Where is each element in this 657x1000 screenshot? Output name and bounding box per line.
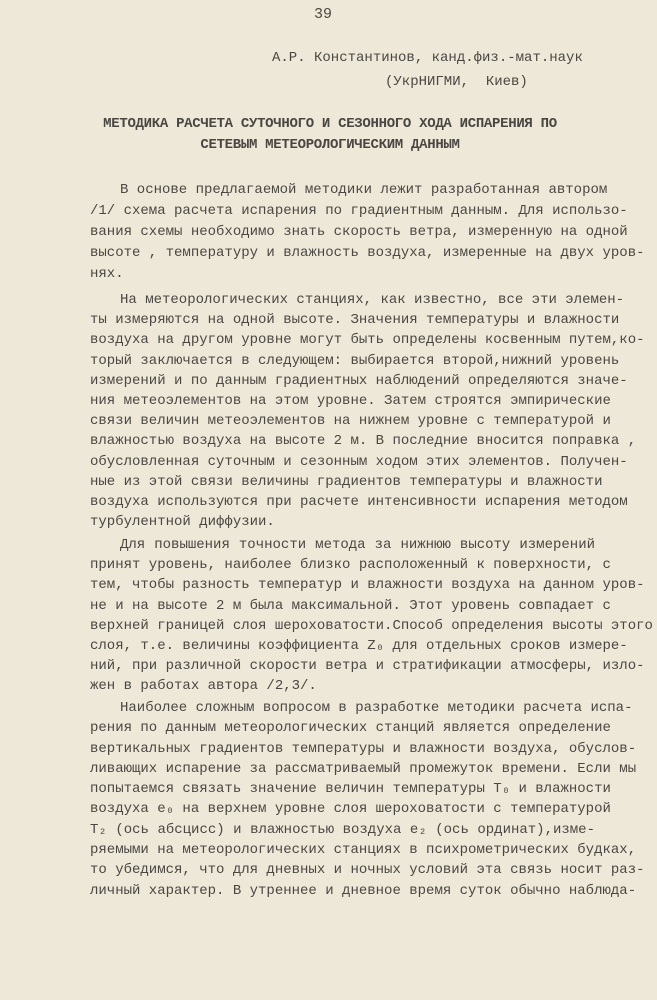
text-line: торый заключается в следующем: выбирается второй,нижний уровень — [90, 352, 620, 369]
text-line: воздуха e₀ на верхнем уровне слоя шероховатости с температурой — [90, 801, 611, 818]
text-line: слоя, т.е. величины коэффициента Z₀ для отдельных сроков измере- — [90, 637, 628, 654]
affiliation-line: (УкрНИГМИ, Киев) — [385, 74, 528, 90]
text-line: ряемыми на метеорологических станциях в психрометрических будках, — [90, 842, 637, 859]
text-line: вертикальных градиентов температуры и влажности воздуха, обуслов- — [90, 740, 637, 757]
text-line: воздуха используются при расчете интенсивности испарения методом — [90, 493, 628, 510]
author-line: А.Р. Константинов, канд.физ.-мат.наук — [272, 50, 583, 66]
text-line: ливающих испарение за рассматриваемый промежуток времени. Если мы — [90, 760, 637, 777]
text-line: верхней границей слоя шероховатости.Способ определения высоты этого — [90, 617, 653, 634]
text-line: измерений и по данным градиентных наблюдений определяются значе- — [90, 372, 628, 389]
text-line: нях. — [90, 266, 124, 282]
text-line: высоте , температуру и влажность воздуха, измеренные на двух уров- — [90, 245, 645, 261]
text-line: турбулентной диффузии. — [90, 514, 275, 531]
paragraph-1 — [90, 180, 645, 285]
text-line: попытаемся связать значение величин температуры T₀ и влажности — [90, 781, 611, 798]
text-line: На метеорологических станциях, как известно, все эти элемен- — [120, 292, 625, 308]
text-line: ния метеоэлементов на этом уровне. Затем строятся эмпирические — [90, 392, 611, 409]
title-line-1: МЕТОДИКА РАСЧЕТА СУТОЧНОГО И СЕЗОННОГО ХОДА ИСПАРЕНИЯ ПО — [103, 116, 557, 132]
text-line: /1/ схема расчета испарения по градиентным данным. Для использо- — [90, 203, 628, 219]
text-line: вания схемы необходимо знать скорость ветра, измеренную на одной — [90, 224, 628, 240]
text-line: то убедимся, что для дневных и ночных условий эта связь носит раз- — [90, 862, 645, 879]
text-line: В основе предлагаемой методики лежит разработанная автором — [120, 182, 608, 198]
text-line: ний, при различной скорости ветра и стратификации атмосферы, изло- — [90, 658, 645, 675]
page-number: 39 — [314, 6, 333, 23]
text-line: Наиболее сложным вопросом в разработке методики расчета испа- — [120, 700, 633, 716]
text-line: не и на высоте 2 м была максимальной. Этот уровень совпадает с — [90, 597, 611, 614]
paragraph-2 — [90, 290, 645, 532]
text-line: обусловленная суточным и сезонным ходом этих элементов. Получен- — [90, 453, 628, 470]
text-line: ные из этой связи величины градиентов температуры и влажности — [90, 473, 603, 490]
text-line: ты измеряются на одной высоте. Значения температуры и влажности — [90, 312, 620, 329]
text-line: жен в работах автора /2,3/. — [90, 678, 317, 695]
text-line: T₂ (ось абсцисс) и влажностью воздуха e₂ (ось ординат),изме- — [90, 821, 595, 838]
text-line: принят уровень, наиболее близко расположенный к поверхности, с — [90, 557, 611, 574]
text-line: тем, чтобы разность температур и влажности воздуха на данном уров- — [90, 577, 645, 594]
text-line: Для повышения точности метода за нижнюю высоту измерений — [120, 537, 595, 553]
paragraph-4 — [90, 698, 645, 901]
title-line-2: СЕТЕВЫМ МЕТЕОРОЛОГИЧЕСКИМ ДАННЫМ — [200, 137, 460, 153]
text-line: рения по данным метеорологических станций является определение — [90, 720, 611, 737]
text-line: связи величин метеоэлементов на нижнем уровне с температурой и — [90, 413, 611, 430]
text-line: воздуха на другом уровне могут быть определены косвенным путем,ко- — [90, 332, 645, 349]
text-line: влажностью воздуха на высоте 2 м. В последние вносится поправка , — [90, 433, 637, 450]
paragraph-3 — [90, 535, 653, 697]
text-line: личный характер. В утреннее и дневное время суток обычно наблюда- — [90, 882, 637, 899]
